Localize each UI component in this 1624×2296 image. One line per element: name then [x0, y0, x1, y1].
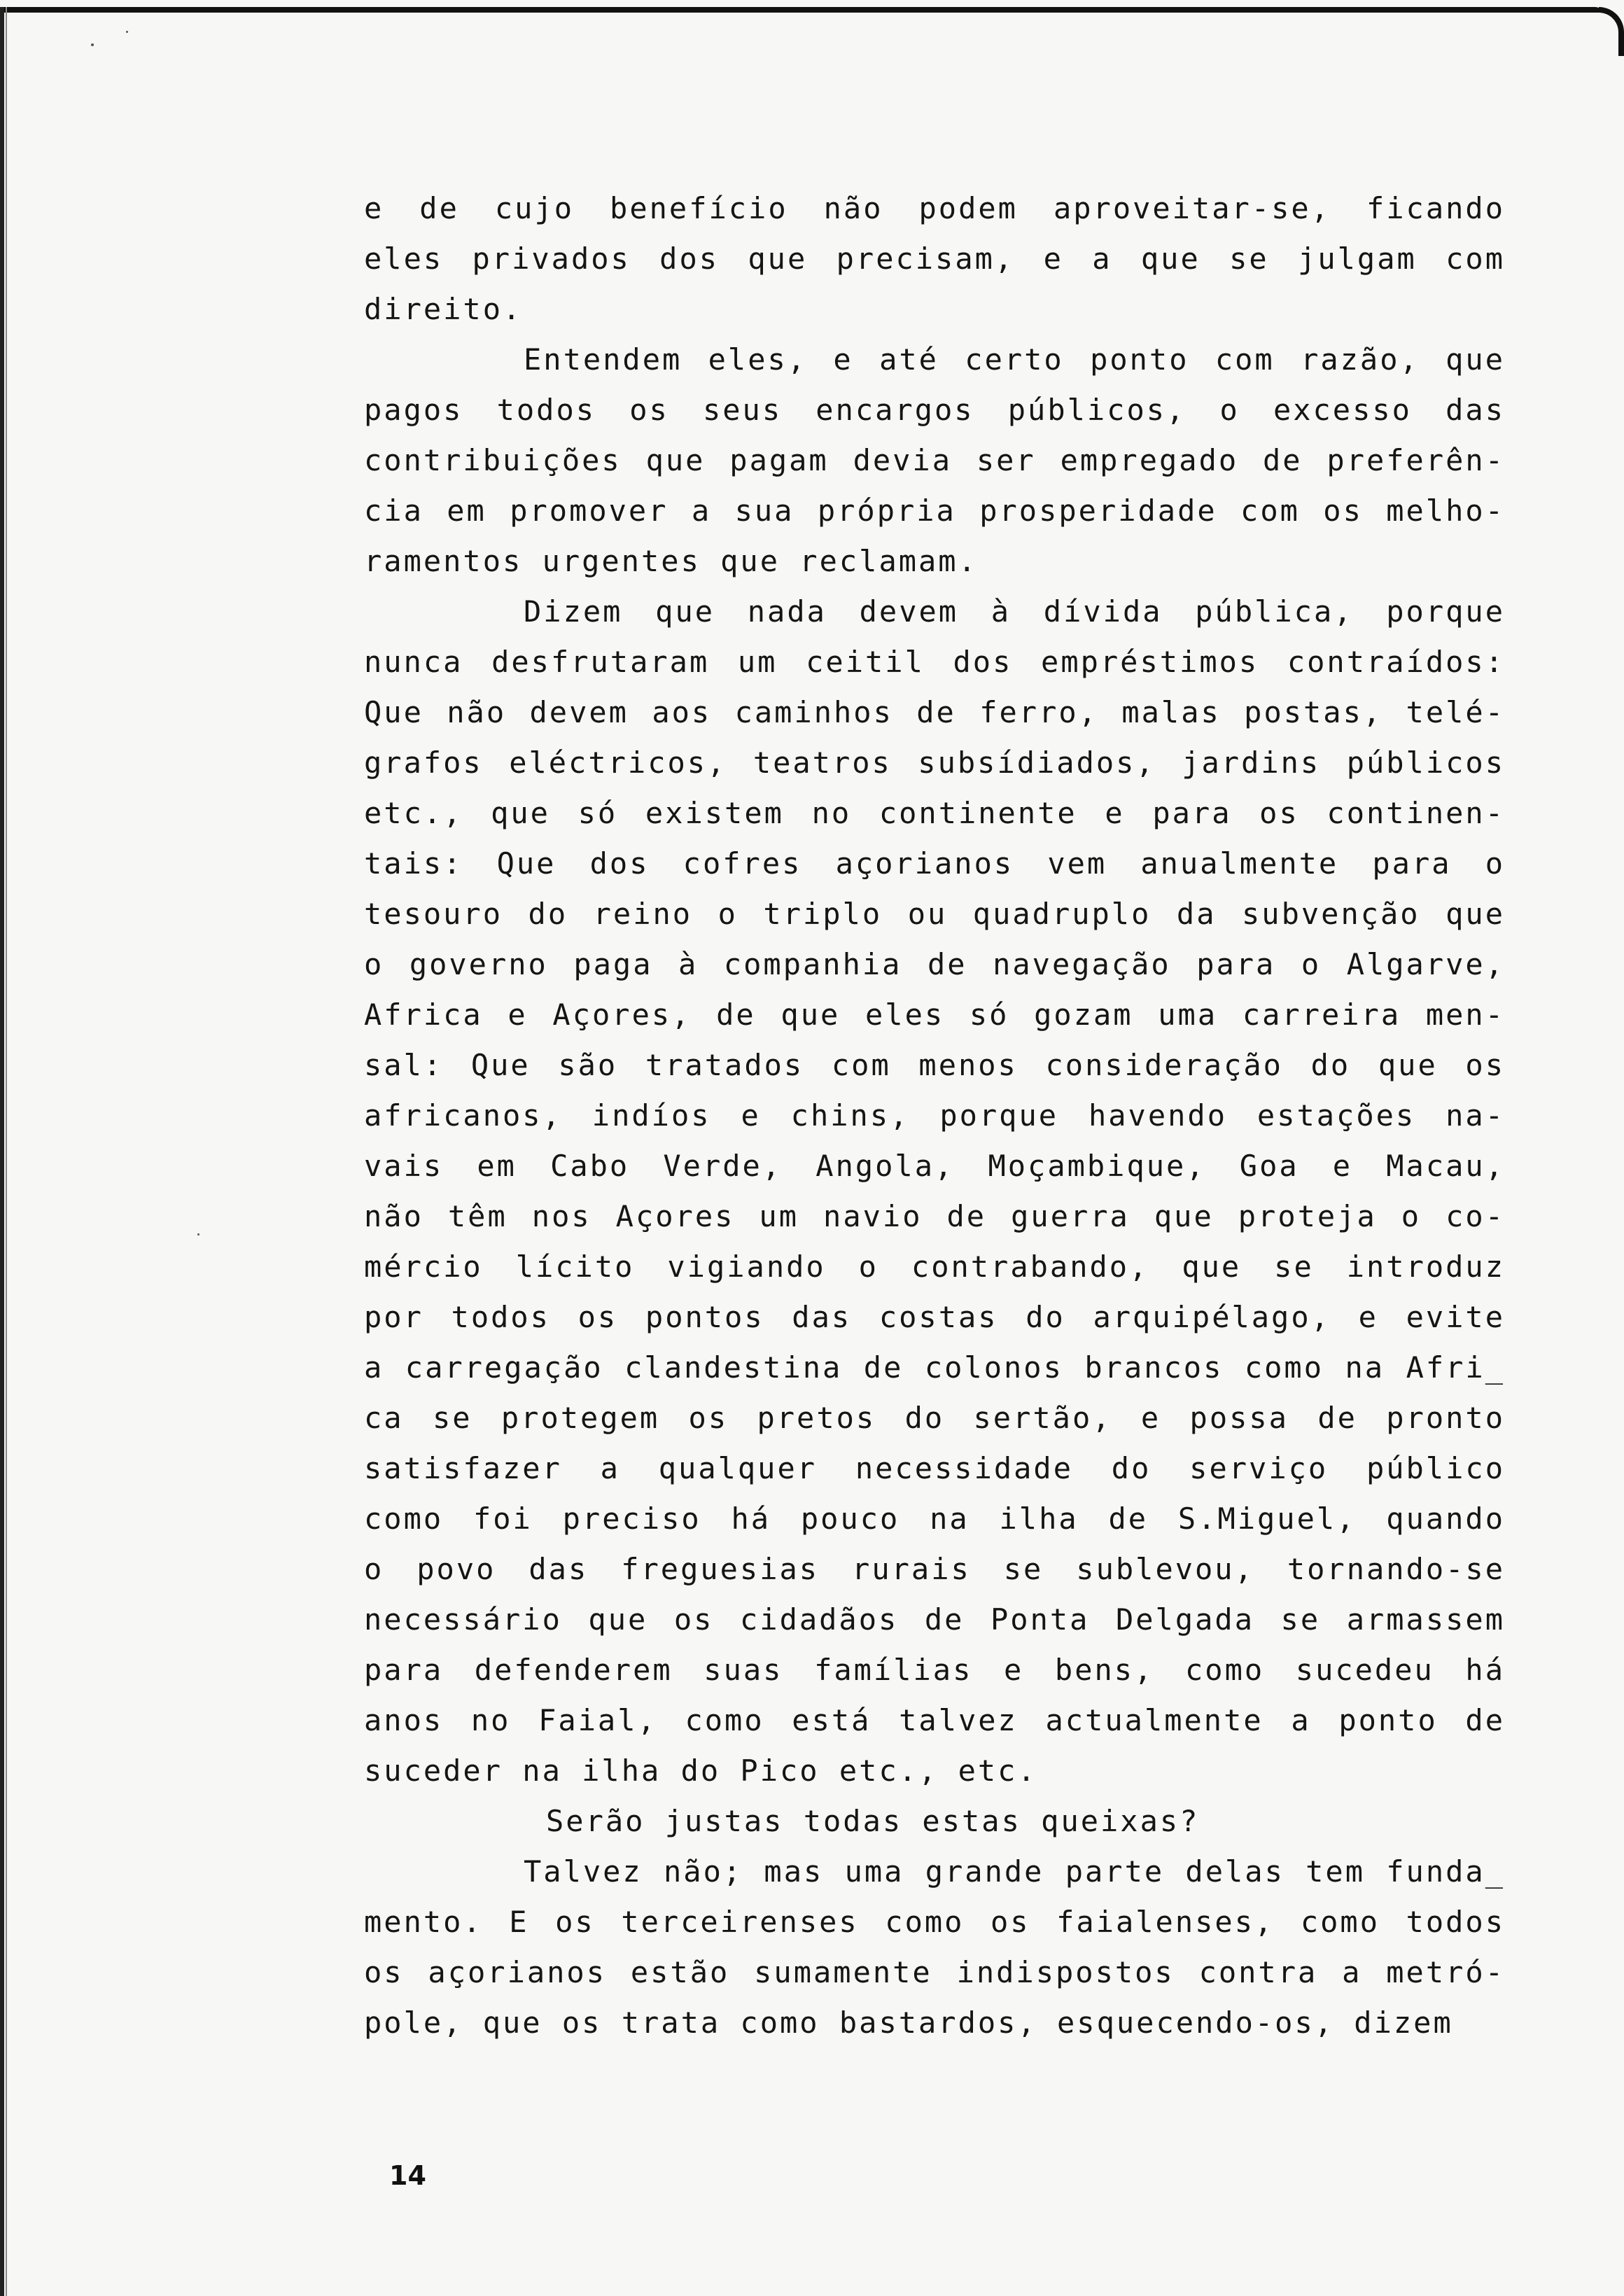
body-text: [364, 183, 1505, 2048]
paragraph: [364, 1847, 1505, 2048]
text-line: Talvez não; mas uma grande parte delas tem funda_: [524, 1854, 1505, 1889]
text-line: a carregação clandestina de colonos brancos como na Afri_: [364, 1350, 1505, 1385]
scan-speck: [197, 1233, 200, 1236]
text-line: satisfazer a qualquer necessidade do serviço público: [364, 1451, 1505, 1485]
text-line: e de cujo benefício não podem aproveitar-se, ficando: [364, 191, 1505, 225]
text-line: tais: Que dos cofres açorianos vem anualmente para o: [364, 846, 1505, 881]
page-number: 14: [389, 2160, 426, 2191]
paragraph: [364, 587, 1505, 1796]
text-line: sal: Que são tratados com menos consideração do que os: [364, 1048, 1505, 1082]
text-line: pole, que os trata como bastardos, esquecendo-os, dizem: [364, 2005, 1453, 2040]
text-line: anos no Faial, como está talvez actualmente a ponto de: [364, 1703, 1505, 1737]
text-line: tesouro do reino o triplo ou quadruplo da subvenção que: [364, 897, 1505, 931]
left-border-shadow: [6, 7, 7, 2296]
text-line: suceder na ilha do Pico etc., etc.: [364, 1754, 1037, 1788]
scan-speck: [126, 31, 128, 33]
text-line: ramentos urgentes que reclamam.: [364, 544, 978, 578]
text-line: o governo paga à companhia de navegação para o Algarve,: [364, 947, 1505, 981]
text-line: direito.: [364, 292, 523, 326]
left-border-rule: [0, 7, 4, 2296]
text-line: não têm nos Açores um navio de guerra que proteja o co-: [364, 1199, 1505, 1233]
text-line: grafos eléctricos, teatros subsídiados, jardins públicos: [364, 746, 1505, 780]
scan-speck: [91, 43, 94, 46]
text-line: nunca desfrutaram um ceitil dos empréstimos contraídos:: [364, 645, 1505, 679]
text-line: etc., que só existem no continente e para os continen-: [364, 796, 1505, 830]
text-line: Entendem eles, e até certo ponto com razão, que: [524, 342, 1505, 377]
text-line: necessário que os cidadãos de Ponta Delgada se armassem: [364, 1602, 1505, 1637]
top-border-rule: [0, 7, 1603, 13]
text-line: cia em promover a sua própria prosperidade com os melho-: [364, 493, 1505, 528]
text-line: por todos os pontos das costas do arquipélago, e evite: [364, 1300, 1505, 1334]
text-line: como foi preciso há pouco na ilha de S.Miguel, quando: [364, 1502, 1505, 1536]
text-line: Dizem que nada devem à dívida pública, porque: [524, 594, 1505, 629]
text-line: vais em Cabo Verde, Angola, Moçambique, Goa e Macau,: [364, 1149, 1505, 1183]
text-line: os açorianos estão sumamente indispostos contra a metró-: [364, 1955, 1505, 1989]
paragraph: [364, 183, 1505, 335]
text-line: Serão justas todas estas queixas?: [546, 1804, 1200, 1838]
top-right-corner-rule: [1599, 7, 1624, 56]
text-line: mércio lícito vigiando o contrabando, que se introduz: [364, 1250, 1505, 1284]
text-line: para defenderem suas famílias e bens, como sucedeu há: [364, 1653, 1505, 1687]
paragraph: [364, 1796, 1505, 1847]
text-line: contribuições que pagam devia ser empregado de preferên-: [364, 443, 1505, 477]
text-line: o povo das freguesias rurais se sublevou, tornando-se: [364, 1552, 1505, 1586]
text-line: Que não devem aos caminhos de ferro, malas postas, telé-: [364, 695, 1505, 729]
paragraph: [364, 335, 1505, 587]
text-line: mento. E os terceirenses como os faialenses, como todos: [364, 1905, 1505, 1939]
text-line: Africa e Açores, de que eles só gozam uma carreira men-: [364, 997, 1505, 1032]
text-line: africanos, indíos e chins, porque havendo estações na-: [364, 1098, 1505, 1133]
text-line: ca se protegem os pretos do sertão, e possa de pronto: [364, 1401, 1505, 1435]
text-line: pagos todos os seus encargos públicos, o excesso das: [364, 393, 1505, 427]
text-line: eles privados dos que precisam, e a que se julgam com: [364, 241, 1505, 276]
